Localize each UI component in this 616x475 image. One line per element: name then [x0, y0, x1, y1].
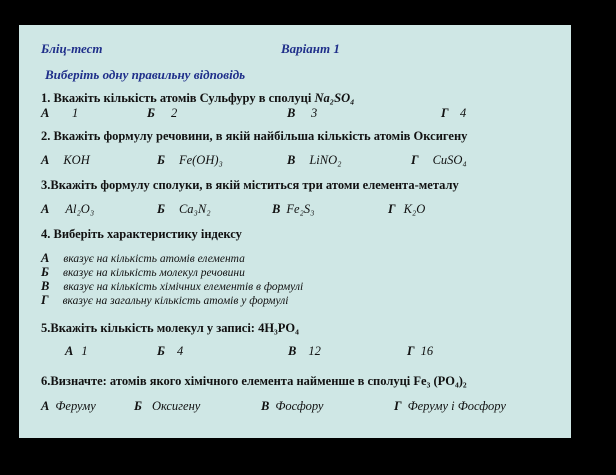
option-value: Феруму	[55, 399, 96, 413]
q2-option-a[interactable]	[41, 153, 90, 168]
q1-option-b-value[interactable]	[171, 106, 177, 121]
q4-option-a[interactable]	[41, 251, 245, 266]
option-value: KOH	[63, 153, 90, 167]
q3-option-d[interactable]	[388, 202, 425, 217]
quiz-title: Бліц-тест	[41, 41, 103, 56]
question-1-formula: Na₂SO₄	[314, 91, 355, 105]
option-letter: В	[272, 202, 281, 216]
option-letter: А	[65, 344, 74, 358]
option-letter: В	[287, 106, 296, 120]
variant-label: Варіант 1	[281, 41, 340, 56]
option-value: вказує на кількість атомів елемента	[63, 253, 245, 265]
q1-option-a-value[interactable]	[72, 106, 78, 121]
q1-option-a[interactable]	[41, 106, 49, 121]
q2-option-c[interactable]	[287, 153, 341, 168]
option-value: Оксигену	[151, 399, 201, 413]
option-letter: Б	[157, 202, 165, 216]
question-2: 2. Вкажіть формулу речовини, в якій найбільша кількість атомів Оксигену	[41, 129, 468, 143]
option-letter: В	[287, 153, 296, 167]
option-value: 2	[171, 106, 178, 120]
q5-option-c[interactable]	[288, 344, 321, 359]
q1-option-b[interactable]	[147, 106, 155, 121]
q4-option-d[interactable]	[41, 293, 288, 308]
q5-option-a[interactable]	[65, 344, 88, 359]
option-letter: Б	[157, 344, 165, 358]
option-letter: Г	[388, 202, 396, 216]
option-value: 12	[308, 344, 321, 358]
option-letter: Г	[394, 399, 402, 413]
option-value: 16	[420, 344, 434, 358]
option-value: LiNO₂	[309, 153, 342, 167]
option-letter: А	[41, 153, 50, 167]
option-value: K₂O	[403, 202, 426, 216]
option-value: 4	[460, 106, 467, 120]
question-4: 4. Виберіть характеристику індексу	[41, 227, 242, 241]
q1-option-d[interactable]	[441, 106, 449, 121]
question-6: 6.Визначте: атомів якого хімічного елемента найменше в сполуці Fe₃ (PO₄)₂	[41, 374, 467, 388]
option-letter: Г	[407, 344, 415, 358]
question-5: 5.Вкажіть кількість молекул у записі: 4H₃PO₄	[41, 321, 299, 335]
option-letter: Б	[41, 265, 49, 279]
option-letter: Б	[157, 153, 165, 167]
question-3: 3.Вкажіть формулу сполуки, в якій міститься три атоми елемента-металу	[41, 178, 459, 192]
q5-option-b[interactable]	[157, 344, 183, 359]
option-letter: Б	[134, 399, 142, 413]
q2-option-b[interactable]	[157, 153, 223, 168]
option-letter: А	[41, 399, 50, 413]
q1-option-c-value[interactable]	[311, 106, 317, 121]
q1-option-d-value[interactable]	[460, 106, 466, 121]
q6-option-c[interactable]	[261, 399, 323, 414]
instruction: Виберіть одну правильну відповідь	[45, 67, 246, 82]
q4-option-b[interactable]	[41, 265, 245, 280]
option-value: 1	[72, 106, 79, 120]
q3-option-a[interactable]	[41, 202, 94, 217]
option-letter: В	[261, 399, 270, 413]
q3-option-b[interactable]	[157, 202, 211, 217]
option-value: Фосфору	[275, 399, 324, 413]
q5-option-d[interactable]	[407, 344, 433, 359]
option-letter: Г	[411, 153, 419, 167]
q6-option-b[interactable]	[134, 399, 200, 414]
q6-option-a[interactable]	[41, 399, 96, 414]
question-1	[41, 91, 354, 106]
option-letter: А	[41, 251, 50, 265]
option-value: CuSO₄	[432, 153, 467, 167]
q2-option-d[interactable]	[411, 153, 467, 168]
q3-option-c[interactable]	[272, 202, 314, 217]
question-1-text: 1. Вкажіть кількість атомів Сульфуру в сполуці	[41, 91, 315, 105]
option-value: Fe(OH)₃	[178, 153, 223, 167]
q4-option-c[interactable]	[41, 279, 303, 294]
q1-option-c[interactable]	[287, 106, 295, 121]
option-letter: В	[288, 344, 297, 358]
option-letter: Г	[441, 106, 449, 120]
option-value: Al₂O₃	[65, 202, 95, 216]
option-value: 3	[311, 106, 318, 120]
option-letter: А	[41, 106, 50, 120]
option-letter: Г	[41, 293, 49, 307]
option-value: 1	[81, 344, 88, 358]
option-value: 4	[176, 344, 184, 358]
option-letter: А	[41, 202, 50, 216]
option-value: вказує на загальну кількість атомів у формулі	[62, 295, 289, 307]
quiz-slide	[19, 25, 571, 438]
option-value: Ca₃N₂	[178, 202, 211, 216]
option-value: вказує на кількість хімічних елементів в формулі	[63, 281, 304, 293]
option-letter: Б	[147, 106, 155, 120]
option-letter: В	[41, 279, 50, 293]
option-value: вказує на кількість молекул речовини	[62, 267, 245, 279]
option-value: Fe₂S₃	[286, 202, 315, 216]
q6-option-d[interactable]	[394, 399, 506, 414]
option-value: Феруму і Фосфору	[407, 399, 506, 413]
